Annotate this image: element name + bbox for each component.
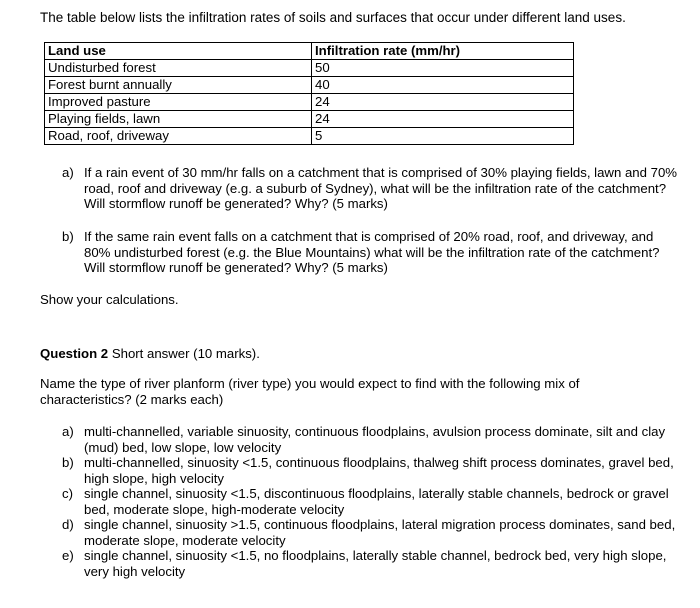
- list-item-label: e): [62, 548, 74, 563]
- table-cell: 50: [312, 60, 574, 77]
- list-item-label: a): [62, 424, 74, 439]
- table-cell: 5: [312, 128, 574, 145]
- table-row: [45, 77, 574, 94]
- show-calculations: Show your calculations.: [40, 292, 179, 307]
- q1-part-b: [62, 229, 682, 276]
- question-2-heading: [40, 346, 260, 362]
- table-row: [45, 111, 574, 128]
- list-item-label: d): [62, 517, 74, 532]
- list-item: [62, 548, 692, 579]
- question-2-prompt: Name the type of river planform (river type) you would expect to find with the following mix of characteristics? (2 marks each): [40, 376, 580, 407]
- table-row: [45, 128, 574, 145]
- table-row: [45, 60, 574, 77]
- q1-part-a-label: a): [62, 165, 74, 180]
- table-cell: Playing fields, lawn: [45, 111, 312, 128]
- question-2-title: Question 2: [40, 346, 109, 361]
- list-item: [62, 455, 692, 486]
- list-item: [62, 517, 692, 548]
- table-cell: 24: [312, 111, 574, 128]
- q1-part-a-text: If a rain event of 30 mm/hr falls on a catchment that is comprised of 30% playing fields, lawn and 70% road, roof and driveway (e.g. a suburb of Sydney), what will be the infiltration rate of the catchment? Will stormflow runoff be generated? Why? (5 marks): [84, 165, 678, 211]
- table-cell: 40: [312, 77, 574, 94]
- infiltration-table: [44, 42, 574, 145]
- list-item: [62, 424, 692, 455]
- list-item-text: multi-channelled, variable sinuosity, continuous floodplains, avulsion process dominate, silt and clay (mud) bed, low slope, low velocity: [84, 424, 666, 455]
- q1-part-b-label: b): [62, 229, 74, 244]
- header-land-use: Land use: [45, 43, 312, 60]
- header-infiltration-rate: Infiltration rate (mm/hr): [312, 43, 574, 60]
- table-cell: Road, roof, driveway: [45, 128, 312, 145]
- list-item-text: single channel, sinuosity <1.5, no floodplains, laterally stable channel, bedrock bed, very high slope, very high velocity: [84, 548, 667, 579]
- list-item-text: multi-channelled, sinuosity <1.5, continuous floodplains, thalweg shift process dominates, gravel bed, high slope, high velocity: [84, 455, 674, 486]
- list-item-text: single channel, sinuosity <1.5, discontinuous floodplains, laterally stable channels, bedrock or gravel bed, moderate slope, high-moderate velocity: [84, 486, 669, 517]
- list-item-label: b): [62, 455, 74, 470]
- list-item: [62, 486, 692, 517]
- question-2-subtitle: Short answer (10 marks).: [108, 346, 260, 361]
- table-cell: Undisturbed forest: [45, 60, 312, 77]
- q1-part-b-text: If the same rain event falls on a catchment that is comprised of 20% road, roof, and driveway, and 80% undisturbed forest (e.g. the Blue Mountains) what will be the infiltration rate of the catchment? Will stormflow runoff be generated? Why? (5 marks): [84, 229, 660, 275]
- table-row: [45, 94, 574, 111]
- q1-part-a: [62, 165, 682, 212]
- table-header-row: [45, 43, 574, 60]
- list-item-text: single channel, sinuosity >1.5, continuous floodplains, lateral migration process dominates, sand bed, moderate slope, moderate velocity: [84, 517, 676, 548]
- table-cell: Forest burnt annually: [45, 77, 312, 94]
- q2-list: [62, 424, 692, 579]
- table-cell: Improved pasture: [45, 94, 312, 111]
- intro-text: The table below lists the infiltration rates of soils and surfaces that occur under different land uses.: [40, 10, 626, 25]
- table-cell: 24: [312, 94, 574, 111]
- list-item-label: c): [62, 486, 73, 501]
